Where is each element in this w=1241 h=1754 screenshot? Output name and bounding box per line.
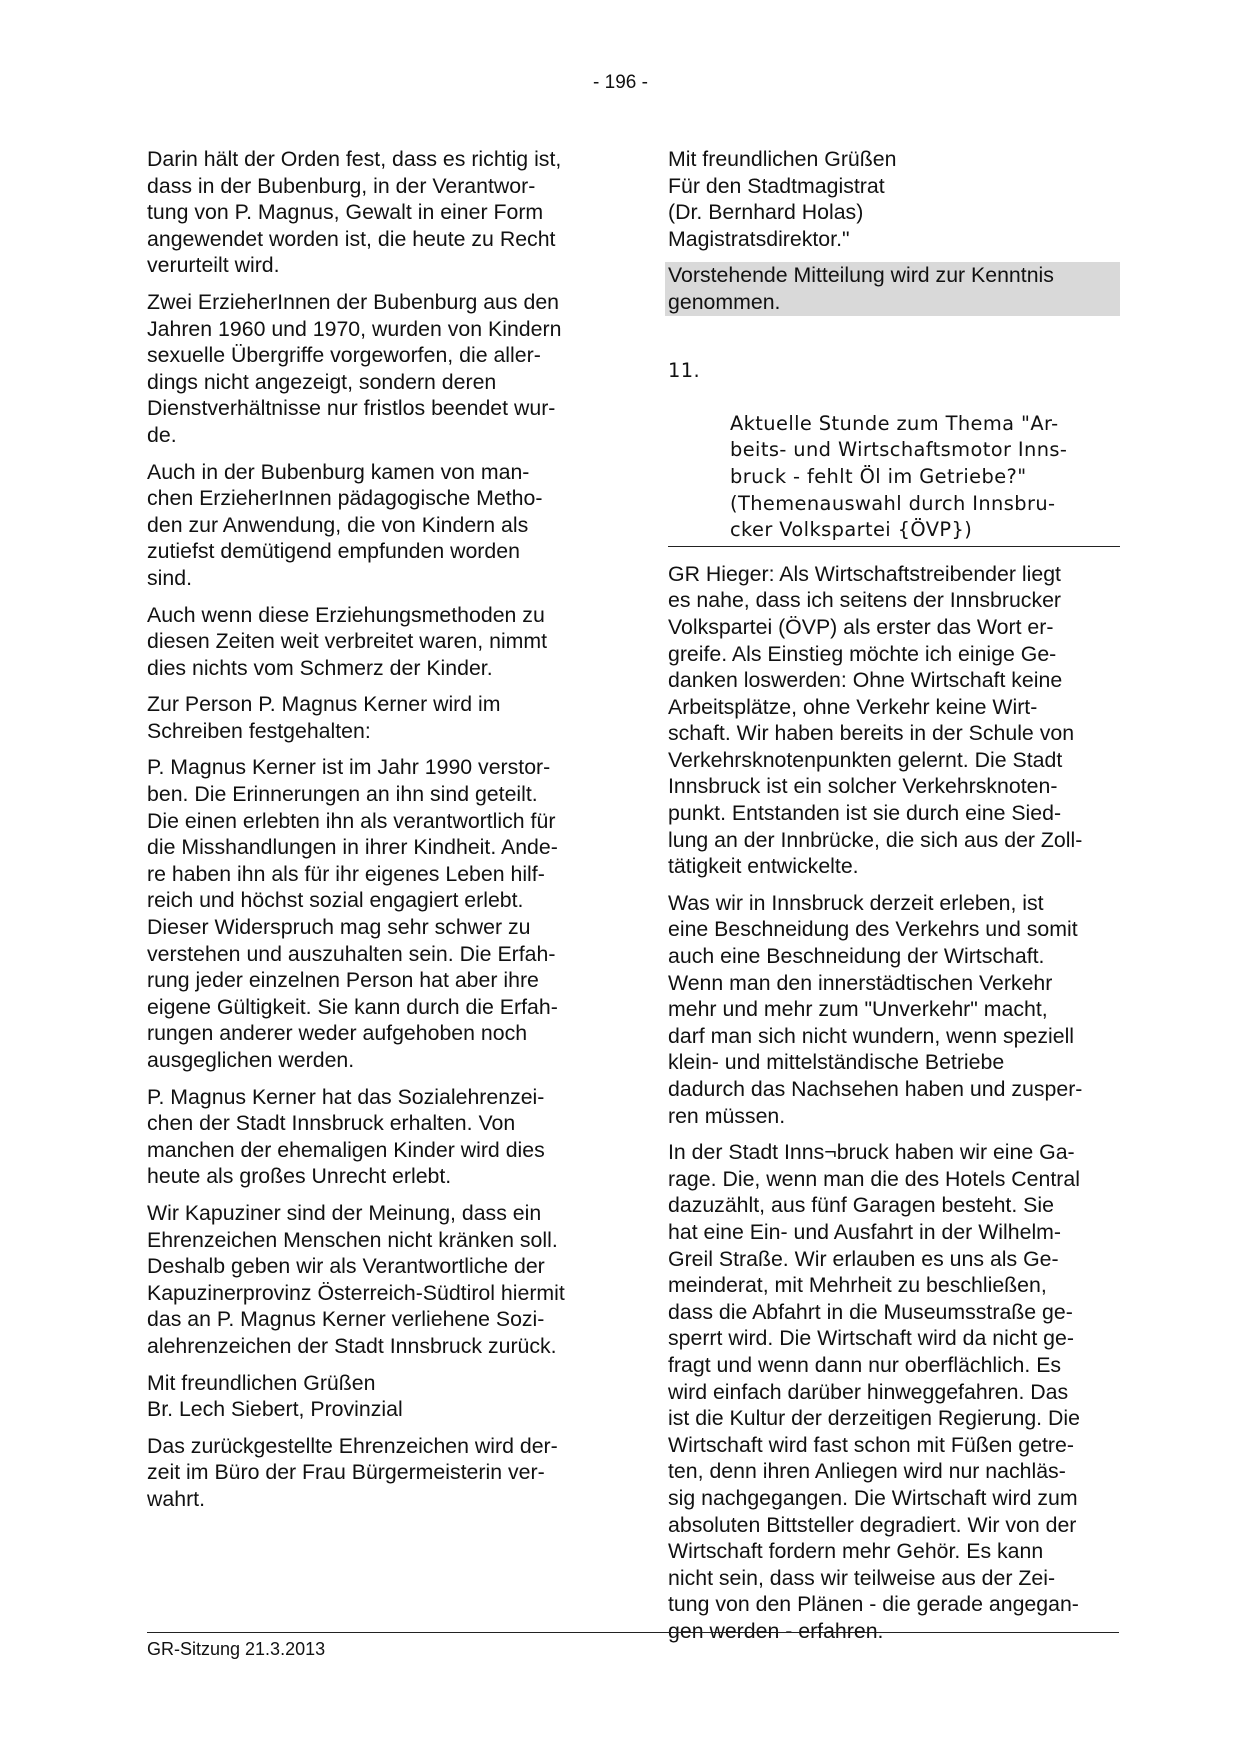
notice-highlight: Vorstehende Mitteilung wird zur Kenntnis genommen. xyxy=(665,262,1120,315)
paragraph: P. Magnus Kerner hat das Sozialehrenzei- chen der Stadt Innsbruck erhalten. Von manchen der ehemaligen Kinder wird dies heute als großes Unrecht erlebt. xyxy=(147,1084,545,1189)
paragraph: Auch in der Bubenburg kamen von man- chen ErzieherInnen pädagogische Metho- den zur Anwendung, die von Kindern als zutiefst demütigend empfunden worden sind. xyxy=(147,459,543,590)
paragraph: GR Hieger: Als Wirtschaftstreibender liegt es nahe, dass ich seitens der Innsbrucker Volkspartei (ÖVP) als erster das Wort er- greife. Als Einstieg möchte ich einige Ge- danken loswerden: Ohne Wirtschaft keine Arbeitsplätze, ohne Verkehr keine Wirt- schaft. Wir haben bereits in der Schule von Verkehrsknotenpunkten gelernt. Die Stadt Innsbruck ist ein solcher Verkehrsknoten- punkt. Entstanden ist sie durch eine Sied- lung an der Innbrücke, die sich aus der Zoll- tätigkeit entwickelte. xyxy=(668,561,1083,879)
agenda-item-number: 11. xyxy=(668,358,701,382)
paragraph: Zwei ErzieherInnen der Bubenburg aus den Jahren 1960 und 1970, wurden von Kindern sexuelle Übergriffe vorgeworfen, die aller- dings nicht angezeigt, sondern deren Dienstverhältnisse nur fristlos beendet wur- de. xyxy=(147,289,562,447)
page-number: - 196 - xyxy=(593,72,648,93)
paragraph: Was wir in Innsbruck derzeit erleben, ist eine Beschneidung des Verkehrs und somit auch eine Beschneidung der Wirtschaft. Wenn man den innerstädtischen Verkehr mehr und mehr zum "Unverkehr" macht, darf man sich nicht wundern, wenn speziell klein- und mittelständische Betriebe dadurch das Nachsehen haben und zusper- ren müssen. xyxy=(668,890,1083,1128)
paragraph: Wir Kapuziner sind der Meinung, dass ein Ehrenzeichen Menschen nicht kränken soll. Deshalb geben wir als Verantwortliche der Kapuzinerprovinz Österreich-Südtirol hiermit das an P. Magnus Kerner verliehene Sozi- alehrenzeichen der Stadt Innsbruck zurück. xyxy=(147,1200,565,1358)
letter-closing: Mit freundlichen Grüßen Für den Stadtmagistrat (Dr. Bernhard Holas) Magistratsdirektor." xyxy=(668,147,897,251)
paragraph: Das zurückgestellte Ehrenzeichen wird der- zeit im Büro der Frau Bürgermeisterin ver- wahrt. xyxy=(147,1433,558,1511)
agenda-item xyxy=(668,358,1120,547)
footer-divider xyxy=(147,1632,1119,1633)
letter-closing: Mit freundlichen Grüßen Br. Lech Siebert, Provinzial xyxy=(147,1370,403,1422)
paragraph: P. Magnus Kerner ist im Jahr 1990 verstor- ben. Die Erinnerungen an ihn sind geteilt. Die einen erlebten ihn als verantwortlich für die Misshandlungen in ihrer Kindheit. Ande- re haben ihn als für ihr eigenes Leben hilf- reich und höchst sozial engagiert erlebt. Dieser Widerspruch mag sehr schwer zu verstehen und auszuhalten sein. Die Erfah- rung jeder einzelnen Person hat aber ihre eigene Gültigkeit. Sie kann durch die Erfah- rungen anderer weder aufgehoben noch ausgeglichen werden. xyxy=(147,755,558,1072)
right-column xyxy=(668,146,1120,1654)
paragraph: Auch wenn diese Erziehungsmethoden zu diesen Zeiten weit verbreitet waren, nimmt dies nichts vom Schmerz der Kinder. xyxy=(147,602,548,680)
paragraph: Zur Person P. Magnus Kerner wird im Schreiben festgehalten: xyxy=(147,692,501,743)
paragraph: In der Stadt Inns¬bruck haben wir eine Ga- rage. Die, wenn man die des Hotels Central dazuzählt, aus fünf Garagen besteht. Sie hat eine Ein- und Ausfahrt in der Wilhelm- Greil Straße. Wir erlauben es uns als Ge- meinderat, mit Mehrheit zu beschließen, dass die Abfahrt in die Museumsstraße ge- sperrt wird. Die Wirtschaft wird da nicht ge- fragt und wenn dann nur oberflächlich. Es wird einfach darüber hinweggefahren. Das ist die Kultur der derzeitigen Regierung. Die Wirtschaft wird fast schon mit Füßen getre- ten, denn ihren Anliegen wird nur nachläs- sig nachgegangen. Die Wirtschaft wird zum absoluten Bittsteller degradiert. Wir von der Wirtschaft fordern mehr Gehör. Es kann nicht sein, dass wir teilweise aus der Zei- tung von den Plänen - die gerade angegan- gen werden - erfahren. xyxy=(668,1140,1080,1643)
paragraph: Darin hält der Orden fest, dass es richtig ist, dass in der Bubenburg, in der Verantwor- tung von P. Magnus, Gewalt in einer Form angewendet worden ist, die heute zu Recht verurteilt wird. xyxy=(147,147,562,278)
left-column xyxy=(147,146,607,1523)
footer-text: GR-Sitzung 21.3.2013 xyxy=(147,1639,326,1659)
agenda-item-title: Aktuelle Stunde zum Thema "Ar- beits- und Wirtschaftsmotor Inns- bruck - fehlt Öl im Getriebe?" (Themenauswahl durch Innsbru- cker Volkspartei {ÖVP}) xyxy=(730,411,1068,542)
